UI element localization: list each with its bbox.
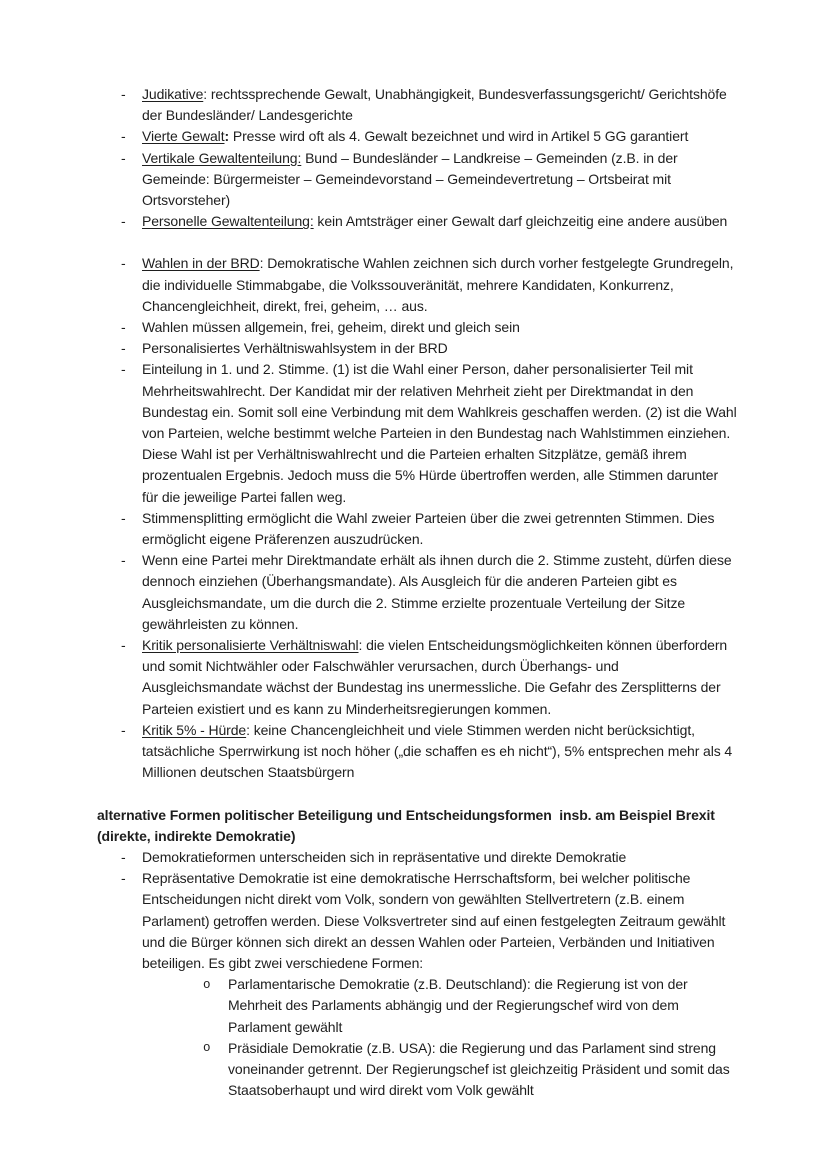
dash-bullet-marker: -	[121, 128, 126, 145]
text-segment: Einteilung in 1. und 2. Stimme. (1) ist die Wahl einer Person, daher personalisierter Teil mit Mehrheitswahlrecht. Der Kandidat mir der relativen Mehrheit zieht per Direktmandat in den Bundestag ein. Somit soll eine Verbindung mit dem Wahlkreis geschaffen werden. (2) ist die Wahl von Parteien, welche bestimmt welche Parteien in den Bundestag nach Wahlstimmen einziehen. Diese Wahl ist per Verhältniswahlrecht und die Parteien erhalten Sitzplätze, gemäß ihrem prozentualen Ergebnis. Jedoch muss die 5% Hürde übertroffen werden, alle Stimmen darunter für die jeweilige Partei fallen weg.	[142, 361, 741, 505]
dash-bullet-marker: -	[121, 149, 126, 166]
text-segment: kein Amtsträger einer Gewalt darf gleichzeitig eine andere ausüben	[313, 213, 728, 230]
dash-bullet-marker: -	[121, 848, 126, 865]
text-segment: (direkte, indirekte Demokratie)	[97, 827, 296, 844]
text-segment: Stimmensplitting ermöglicht die Wahl zweier Parteien über die zwei getrennten Stimmen. Dies ermöglicht eigene Präferenzen auszudrücken.	[142, 509, 719, 548]
paragraph-text	[142, 849, 626, 865]
paragraph-text	[142, 319, 520, 335]
paragraph-text	[142, 870, 729, 971]
paragraph-text	[142, 637, 731, 717]
text-segment: Wahlen in der BRD	[142, 255, 260, 272]
paragraph-text	[142, 510, 718, 547]
bullet-item	[97, 338, 737, 359]
dash-bullet-marker: -	[121, 86, 126, 102]
dash-bullet-marker: -	[121, 213, 126, 230]
paragraph-text	[228, 1040, 733, 1098]
text-segment: Presse wird oft als 4. Gewalt bezeichnet und wird in Artikel 5 GG garantiert	[229, 128, 689, 145]
blank-line	[97, 784, 737, 805]
dash-bullet-marker: -	[121, 870, 126, 887]
text-segment: Personalisiertes Verhältniswahlsystem in der BRD	[142, 340, 448, 357]
dash-bullet-marker: -	[121, 552, 126, 569]
circle-bullet-marker: o	[203, 1041, 211, 1056]
dash-bullet-marker: -	[121, 721, 126, 738]
paragraph-text	[142, 128, 688, 144]
bullet-item	[97, 148, 737, 212]
text-segment: Personelle Gewaltenteilung:	[142, 213, 314, 230]
bullet-item	[97, 847, 737, 868]
paragraph-text	[142, 86, 731, 123]
bullet-item	[97, 868, 737, 974]
paragraph-text	[142, 361, 740, 504]
paragraph-text	[142, 213, 727, 229]
text-segment: Demokratieformen unterscheiden sich in repräsentative und direkte Demokratie	[142, 848, 627, 865]
text-segment: Wenn eine Partei mehr Direktmandate erhält als ihnen durch die 2. Stimme zusteht, dürfen diese dennoch einziehen (Überhangsmandate). Als Ausgleich für die anderen Parteien gibt es Ausgleichsmandate, um die durch die 2. Stimme erzielte prozentuale Verteilung der Sitze gewährleisten zu können.	[142, 552, 736, 632]
text-segment: Bund – Bundesländer – Landkreise – Gemeinden (z.B. in der Gemeinde: Bürgermeister – Gemeindevorstand – Gemeindevertretung – Ortsbeirat mit Ortsvorsteher)	[142, 149, 682, 209]
text-segment: Judikative	[142, 86, 204, 102]
dash-bullet-marker: -	[121, 637, 126, 654]
dash-bullet-marker: -	[121, 340, 126, 357]
paragraph-text	[228, 976, 691, 1034]
text-segment: Kritik personalisierte Verhältniswahl	[142, 637, 359, 654]
page-content	[97, 84, 741, 1101]
dash-bullet-marker: -	[121, 361, 126, 378]
text-segment: : die vielen Entscheidungsmöglichkeiten können überfordern und somit Nichtwähler oder Falschwähler verursachen, durch Überhangs- und Ausgleichsmandate wächst der Bundestag ins unermessliche. Die Gefahr des Zersplitterns der Parteien existiert und es kann zu Minderheitsregierungen kommen.	[142, 637, 731, 717]
bullet-item	[97, 550, 737, 635]
dash-bullet-marker: -	[121, 319, 126, 336]
bullet-item	[97, 317, 737, 338]
text-segment: Vertikale Gewaltenteilung:	[142, 149, 302, 166]
circle-bullet-marker: o	[203, 977, 211, 992]
bullet-item	[97, 359, 741, 507]
text-segment: Repräsentative Demokratie ist eine demokratische Herrschaftsform, bei welcher politische Entscheidungen nicht direkt vom Volk, sondern von gewählten Stellvertretern (z.B. einem Parlament) getroffen werden. Diese Volksvertreter sind auf einen festgelegten Zeitraum gewählt und die Bürger können sich direkt an dessen Wahlen oder Parteien, Verbänden und Initiativen beteiligen. Es gibt zwei verschiedene Formen:	[142, 870, 730, 971]
dash-bullet-marker: -	[121, 509, 126, 526]
text-segment: : Demokratische Wahlen zeichnen sich durch vorher festgelegte Grundregeln, die individuelle Stimmabgabe, die Volkssouveränität, mehrere Kandidaten, Konkurrenz, Chancengleichheit, direkt, frei, geheim, … aus.	[142, 255, 738, 314]
bullet-item	[97, 211, 737, 232]
text-segment: Wahlen müssen allgemein, frei, geheim, direkt und gleich sein	[142, 319, 520, 336]
paragraph-text	[142, 255, 737, 313]
bullet-item	[97, 635, 737, 720]
paragraph-text	[142, 722, 736, 780]
sub-bullet-item	[97, 1038, 737, 1102]
paragraph-text	[97, 807, 715, 844]
paragraph-text	[142, 340, 448, 356]
paragraph-text	[142, 150, 681, 208]
bullet-item	[97, 84, 737, 126]
text-segment: Kritik 5% - Hürde	[142, 721, 247, 738]
text-segment: Parlamentarische Demokratie (z.B. Deutschland): die Regierung ist von der Mehrheit des Parlaments abhängig und der Regierungschef wird von dem Parlament gewählt	[228, 976, 692, 1035]
sub-bullet-item	[97, 974, 737, 1038]
bullet-item	[97, 720, 737, 784]
text-segment: Präsidiale Demokratie (z.B. USA): die Regierung und das Parlament sind streng voneinander getrennt. Der Regierungschef ist gleichzeitig Präsident und somit das Staatsoberhaupt und wird direkt vom Volk gewählt	[228, 1039, 734, 1099]
section-heading	[97, 805, 737, 847]
blank-line	[97, 232, 737, 253]
paragraph-text	[142, 552, 735, 632]
text-segment: :	[224, 128, 230, 145]
dash-bullet-marker: -	[121, 255, 126, 272]
text-segment: alternative Formen politischer Beteiligung und Entscheidungsformen insb. am Beispiel Brexit	[97, 806, 715, 823]
text-segment: : keine Chancengleichheit und viele Stimmen werden nicht berücksichtigt, tatsächliche Sperrwirkung ist noch höher („die schaffen es eh nicht“), 5% entsprechen mehr als 4 Millionen deutschen Staatsbürgern	[142, 721, 736, 781]
bullet-item	[97, 508, 737, 550]
text-segment: : rechtssprechende Gewalt, Unabhängigkeit, Bundesverfassungsgericht/ Gerichtshöfe der Bundesländer/ Landesgerichte	[142, 86, 731, 124]
bullet-item	[97, 126, 737, 147]
text-segment: Vierte Gewalt	[142, 128, 225, 145]
bullet-item	[97, 253, 737, 317]
